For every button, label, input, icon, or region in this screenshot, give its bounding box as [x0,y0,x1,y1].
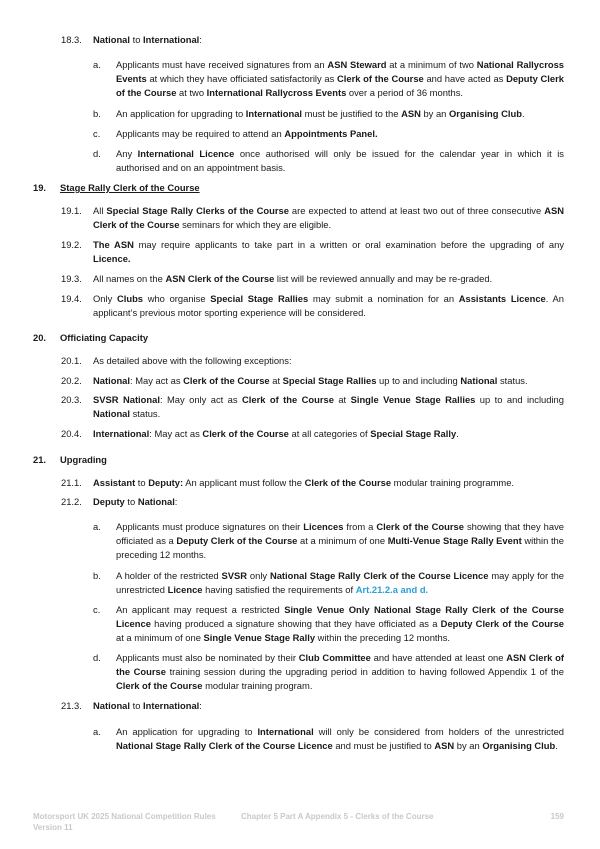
text-run: Applicants must also be nominated by their [116,652,299,663]
text-run: ASN [434,740,455,751]
clause-text [93,292,564,320]
clause-text [93,374,564,388]
text-run: ASN Clerk of the Course [93,205,564,230]
footer-page-number: 159 [550,812,564,821]
text-run: ASN [401,108,421,119]
text-run: may submit a nomination for an [308,293,459,304]
text-run: by an [420,108,450,119]
item-text [116,147,564,175]
text-run: will only be considered from holders of the unrestricted [313,726,565,737]
text-run: National [93,700,130,711]
text-run: may apply for the unrestricted [116,570,564,595]
text-run: . [456,428,459,439]
text-run: : May act as [149,428,203,439]
footer-version: Version 11 [33,823,73,832]
text-run: who organise [143,293,211,304]
clause-number: 19.4. [61,293,82,304]
text-run: Clerk of the Course [337,73,424,84]
text-run: National Stage Rally Clerk of the Course Licence [269,570,489,581]
text-run: at a minimum of two [386,59,477,70]
section-title: Officiating Capacity [60,332,149,343]
clause-number: 20.2. [61,375,82,386]
text-run: As detailed above with the following exceptions: [93,355,292,366]
text-run: Organising Club [449,108,522,119]
text-run: National [93,375,130,386]
item-letter: d. [93,148,101,159]
text-run: showing that they have officiated as a [116,521,564,546]
text-run: SVSR National [93,394,160,405]
item-letter: c. [93,604,101,615]
item-text [116,107,564,121]
text-run: and have acted as [423,73,507,84]
text-run: within the preceding 12 months. [315,632,451,643]
clause-text [93,699,564,713]
text-run: Applicants may be required to attend an [116,128,285,139]
text-run: Clerk of the Course [376,521,464,532]
text-run: at [333,394,351,405]
text-run: ASN Clerk of the Course [116,652,564,677]
section-title: Stage Rally Clerk of the Course [60,182,200,193]
text-run: Applicants must have received signatures from an [116,59,328,70]
colon: : [199,34,202,45]
text-run: Assistant [93,477,136,488]
text-run: Clerk of the Course [241,394,334,405]
text-run: Special Stage Rally Clerks of the Course [106,205,289,216]
text-run: An application for upgrading to [116,108,246,119]
section-title: Upgrading [60,454,107,465]
text-run: An applicant must follow the [183,477,305,488]
text-run: International Licence [137,148,235,159]
text-run: Single Venue Only National Stage Rally Clerk of the Course Licence [116,604,565,629]
footer-chapter: Chapter 5 Part A Appendix 5 - Clerks of the Course [241,812,434,821]
footer-publication [33,811,216,833]
item-letter: a. [93,521,101,532]
text-run: Single Venue Stage Rally [203,632,316,643]
text-run: over a period of 36 months. [346,87,464,98]
text-run: Multi-Venue Stage Rally Event [387,535,522,546]
text-run: at which they have officiated satisfactorily as [146,73,337,84]
item-text [116,651,564,693]
clause-number: 20.3. [61,394,82,405]
text-run: : [174,496,178,507]
text-run: at a minimum of one [297,535,388,546]
item-text [116,520,564,562]
text-run: Deputy Clerk of the Course [176,535,298,546]
text-run: are expected to attend at least two out of three consecutive [288,205,545,216]
clause-number: 19.2. [61,239,82,250]
text-run: : May only act as [159,394,242,405]
grade-from: National [93,34,130,45]
section-number: 19. [33,182,47,193]
text-run: must be justified to the [302,108,402,119]
text-run: Clerk of the Course [304,477,392,488]
clause-text [93,354,564,368]
text-run: at a minimum of one [116,632,204,643]
text-run: All [93,205,107,216]
text-run: Special Stage Rallies [282,375,377,386]
text-run: up to and including [376,375,461,386]
text-run: National [137,496,175,507]
text-run: by an [454,740,483,751]
item-letter: b. [93,108,101,119]
text-run: modular training programme. [391,477,515,488]
text-run: within the preceding 12 months. [116,535,564,560]
item-letter: a. [93,726,101,737]
text-run: All names on the [93,273,166,284]
text-run: and have attended at least one [370,652,507,663]
item-letter: d. [93,652,101,663]
section-number: 20. [33,332,47,343]
article-reference-link[interactable]: Art.21.2.a and d. [355,584,429,595]
text-run: Clerk of the Course [116,680,203,691]
text-run: Assistants Licence [458,293,546,304]
clause-text [93,204,564,232]
text-run: training session during the upgrading period in addition to having followed Appendix 1 of the [165,666,564,677]
item-text [116,725,564,753]
text-run: ASN Clerk of the Course [165,273,275,284]
item-text [116,127,564,141]
text-run: only [247,570,270,581]
text-run: Club Committee [298,652,371,663]
text-run: having produced a signature showing that they have officiated as a [150,618,441,629]
clause-text [93,272,564,286]
text-run: at two [176,87,207,98]
clause-number: 21.3. [61,700,82,711]
footer-title: Motorsport UK 2025 National Competition Rules [33,812,216,821]
text-run: Appointments Panel. [284,128,378,139]
text-run: The ASN [93,239,134,250]
text-run: at [269,375,283,386]
text-run: Deputy [93,496,125,507]
text-run: Deputy: [148,477,184,488]
clause-number: 21.1. [61,477,82,488]
text-run: National [460,375,498,386]
text-run: Licence. [93,253,131,264]
text-run: National Rallycross Events [116,59,565,84]
text-run: Deputy Clerk of the Course [116,73,564,98]
item-letter: c. [93,128,101,139]
clause-number: 19.1. [61,205,82,216]
text-run: : [199,700,202,711]
text-run: from a [343,521,377,532]
item-text [116,569,564,597]
item-letter: a. [93,59,101,70]
text-run: ASN Steward [327,59,387,70]
text-run: National Stage Rally Clerk of the Course Licence [116,740,333,751]
text-run: . [521,108,525,119]
text-run: International [245,108,303,119]
clause-text [93,476,564,490]
text-run: may require applicants to take part in a written or oral examination before the upgrading of any [133,239,565,250]
clause-number: 20.1. [61,355,82,366]
text-run: Deputy Clerk of the Course [440,618,565,629]
text-run: to [135,477,149,488]
text-run: status. [129,408,161,419]
text-run: International [257,726,314,737]
item-text [116,58,564,100]
text-run: International [143,700,200,711]
item-text [116,603,564,645]
text-run: Special Stage Rally [370,428,457,439]
text-run: Single Venue Stage Rallies [350,394,476,405]
grade-to: International [143,34,200,45]
section-number: 21. [33,454,47,465]
clause-number: 19.3. [61,273,82,284]
text-run: up to and including [475,394,564,405]
text-run: at all categories of [288,428,371,439]
text-run: . [555,740,558,751]
text-run: . An applicant’s previous motor sporting experience will be considered. [93,293,564,318]
text-run: seminars for which they are eligible. [179,219,332,230]
text-run: International Rallycross Events [206,87,347,98]
text-run: having satisfied the requirements of [202,584,356,595]
clause-number: 20.4. [61,428,82,439]
text-run: Licences [303,521,344,532]
text-run: An application for upgrading to [116,726,258,737]
text-run: SVSR [221,570,248,581]
text-run: status. [497,375,528,386]
text-run: : May act as [129,375,184,386]
clause-text [93,427,564,441]
text-run: Clerk of the Course [183,375,270,386]
text-run: National [93,408,130,419]
text-run: Applicants must produce signatures on their [116,521,304,532]
text-run: to [124,496,138,507]
text-run: Any [116,148,138,159]
item-letter: b. [93,570,101,581]
text-run: A holder of the restricted [116,570,222,581]
text-run: Only [93,293,117,304]
text-run: Clerk of the Course [202,428,289,439]
text-run: International [93,428,150,439]
text-run: to [129,700,144,711]
text-run: modular training program. [202,680,313,691]
to-word: to [129,34,144,45]
text-run: and must be justified to [332,740,435,751]
clause-number: 21.2. [61,496,82,507]
clause-number: 18.3. [61,34,82,45]
text-run: list will be reviewed annually and may be re-graded. [274,273,493,284]
text-run: Licence [167,584,203,595]
clause-text [93,495,564,509]
clause-text [93,393,564,421]
text-run: Organising Club [482,740,556,751]
text-run: An applicant may request a restricted [116,604,285,615]
text-run: Special Stage Rallies [210,293,309,304]
text-run: once authorised will only be issued for the calendar year in which it is authorised and on an appointment basis. [116,148,564,173]
text-run: Clubs [116,293,144,304]
clause-text [93,238,564,266]
